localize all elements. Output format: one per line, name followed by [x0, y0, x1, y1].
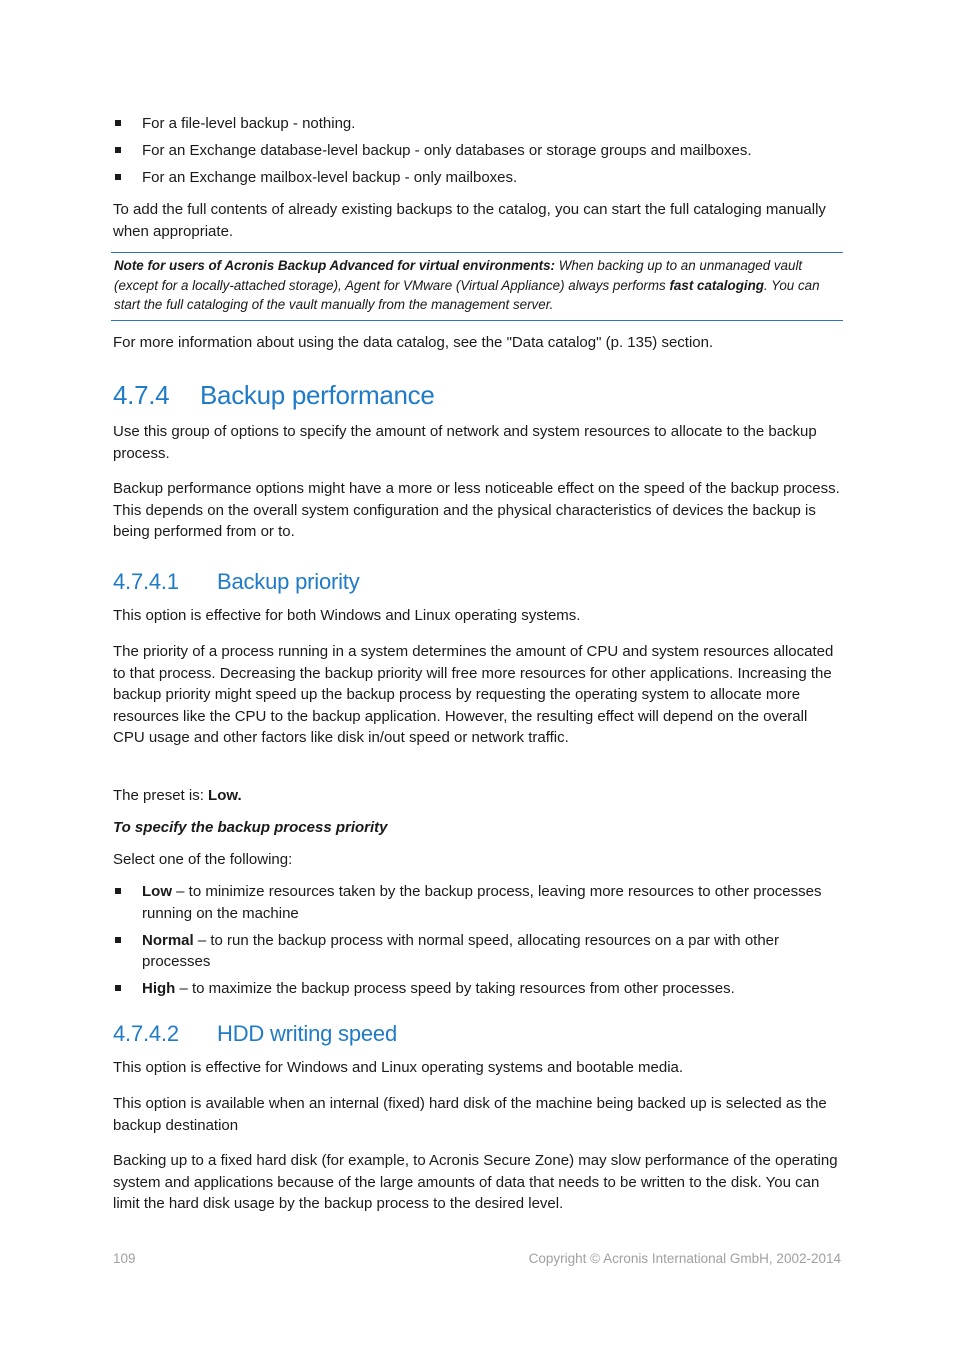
list-item: For an Exchange mailbox-level backup - only mailboxes.	[113, 167, 843, 189]
bullet-square-icon	[115, 174, 121, 180]
list-item: Normal – to run the backup process with normal speed, allocating resources on a par with other processes	[113, 930, 843, 973]
section-paragraph: Use this group of options to specify the amount of network and system resources to allocate to the backup process.	[113, 423, 817, 462]
copyright-notice: Copyright © Acronis International GmbH, 2002-2014	[528, 1251, 841, 1266]
bullet-square-icon	[115, 888, 121, 894]
subsection-number: 4.7.4.2	[113, 1021, 179, 1046]
section-title: Backup performance	[200, 380, 435, 410]
page-footer	[113, 1251, 841, 1266]
preset-paragraph: The preset is: Low.	[113, 787, 242, 804]
procedure-heading: To specify the backup process priority	[113, 819, 388, 836]
list-item: For an Exchange database-level backup - only databases or storage groups and mailboxes.	[113, 140, 843, 162]
bullet-square-icon	[115, 147, 121, 153]
subsection-paragraph: The priority of a process running in a system determines the amount of CPU and system resources allocated to that process. Decreasing the backup priority will free more resources for other applications. Increasing the backup priority might speed up the backup process by requesting the operating system to allocate more resources like the CPU to the backup application. However, the resulting effect will depend on the overall CPU usage and other factors like disk in/out speed or network traffic.	[113, 643, 834, 746]
section-paragraph: Backup performance options might have a more or less noticeable effect on the speed of the backup process. This depends on the overall system configuration and the physical characteristics of devices the backup is being performed from or to.	[113, 480, 840, 540]
note-lead: Note for users of Acronis Backup Advanced for virtual environments:	[114, 258, 555, 273]
bullet-square-icon	[115, 937, 121, 943]
subsection-title: Backup priority	[217, 569, 360, 594]
more-info-paragraph: For more information about using the data catalog, see the "Data catalog" (p. 135) section.	[113, 334, 714, 351]
intro-bullet-list	[113, 113, 843, 189]
subsection-paragraph: This option is available when an internal (fixed) hard disk of the machine being backed up is selected as the backup destination	[113, 1095, 827, 1134]
note-box: Note for users of Acronis Backup Advanced for virtual environments: When backing up to an unmanaged vault (except for a locally-attached storage), Agent for VMware (Virtual Appliance) always performs fast cataloging. You can start the full cataloging of the vault manually from the management server.	[111, 252, 843, 321]
list-item: High – to maximize the backup process speed by taking resources from other processes.	[113, 978, 843, 1000]
section-heading	[113, 380, 843, 410]
bullet-square-icon	[115, 985, 121, 991]
subsection-number: 4.7.4.1	[113, 569, 179, 594]
subsection-heading	[113, 569, 843, 595]
subsection-paragraph: This option is effective for both Windows and Linux operating systems.	[113, 607, 581, 624]
section-number: 4.7.4	[113, 380, 170, 410]
select-instruction: Select one of the following:	[113, 851, 293, 868]
subsection-paragraph: This option is effective for Windows and Linux operating systems and bootable media.	[113, 1059, 684, 1076]
intro-paragraph: To add the full contents of already existing backups to the catalog, you can start the full cataloging manually when appropriate.	[113, 201, 826, 240]
subsection-title: HDD writing speed	[217, 1021, 398, 1046]
note-bold-term: fast cataloging	[669, 277, 764, 293]
subsection-heading	[113, 1021, 843, 1047]
priority-options-list	[113, 881, 843, 1000]
subsection-paragraph: Backing up to a fixed hard disk (for example, to Acronis Secure Zone) may slow performance of the operating system and applications because of the large amounts of data that needs to be written to the disk. You can limit the hard disk usage by the backup process to the desired level.	[113, 1152, 838, 1212]
bullet-square-icon	[115, 120, 121, 126]
list-item: For a file-level backup - nothing.	[113, 113, 843, 135]
list-item: Low – to minimize resources taken by the backup process, leaving more resources to other processes running on the machine	[113, 881, 843, 924]
page-number: 109	[113, 1251, 136, 1266]
preset-value: Low.	[208, 787, 242, 804]
